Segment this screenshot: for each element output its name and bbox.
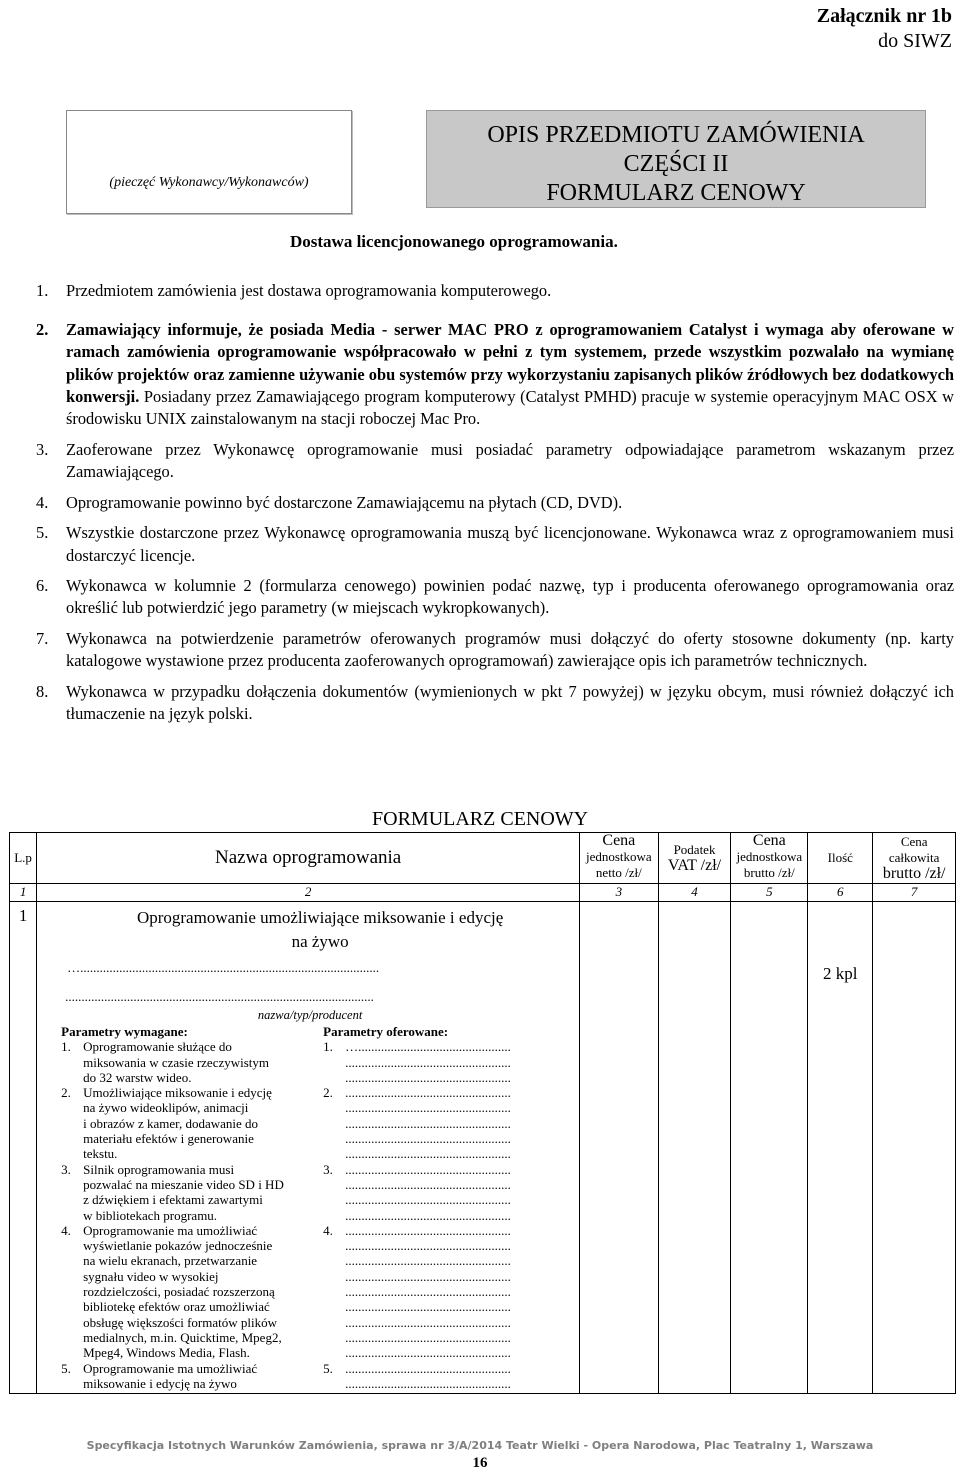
- price-form-table: [9, 832, 956, 1394]
- offered-item-line[interactable]: ...................................................: [345, 1284, 511, 1300]
- list-item: [36, 319, 954, 430]
- offered-item-line[interactable]: ...................................................: [345, 1192, 511, 1208]
- required-item-line: Mpeg4, Windows Media, Flash.: [83, 1345, 250, 1361]
- required-item-number: 4.: [61, 1222, 71, 1238]
- item-text: Wykonawca w kolumnie 2 (formularza cenowego) powinien podać nazwę, typ i producenta oferowanego oprogramowania oraz określić lub potwierdzić jego parametry (w miejscach wykropkowanych).: [66, 576, 954, 618]
- offered-item[interactable]: [323, 1085, 575, 1161]
- qty-cell: [808, 902, 873, 1394]
- header-total-b: brutto /zł/: [882, 865, 946, 882]
- offered-item-line[interactable]: ...................................................: [345, 1085, 511, 1101]
- item-title-line-1: Oprogramowanie umożliwiające miksowanie i edycję: [136, 908, 504, 927]
- offered-parameters[interactable]: [319, 1024, 575, 1391]
- list-item: [36, 628, 954, 672]
- header-total: [873, 833, 956, 884]
- offered-item[interactable]: [323, 1162, 575, 1223]
- offered-item-line[interactable]: ...................................................: [345, 1299, 511, 1315]
- item-number: 1.: [36, 281, 49, 300]
- title-line-3: FORMULARZ CENOWY: [546, 180, 806, 206]
- list-item: [36, 439, 954, 483]
- vat-cell[interactable]: [658, 902, 731, 1394]
- offered-item-line[interactable]: ...................................................: [345, 1146, 511, 1162]
- header-net-b: jednostkowa: [585, 849, 652, 864]
- required-item-line: na wielu ekranach, przetwarzanie: [83, 1253, 258, 1269]
- table-row: [10, 902, 956, 1394]
- item-text: Oprogramowanie powinno być dostarczone Zamawiającemu na płytach (CD, DVD).: [66, 492, 623, 512]
- required-title: Parametry wymagane:: [61, 1024, 188, 1039]
- offered-item-line[interactable]: ...................................................: [345, 1207, 511, 1223]
- item-title-line-2: na żywo: [291, 932, 349, 951]
- stamp-label: (pieczęć Wykonawcy/Wykonawców): [109, 175, 309, 190]
- header-net-price: [580, 833, 658, 884]
- required-item-number: 5.: [61, 1360, 71, 1376]
- name-fill-line-2[interactable]: ...............................................................................................: [65, 989, 374, 1004]
- item-qty: 2 kpl: [823, 964, 858, 983]
- required-item-number: 3.: [61, 1161, 71, 1177]
- header-net-a: Cena: [602, 832, 636, 849]
- required-item-line: materiału efektów i generowanie: [83, 1131, 254, 1147]
- offered-item[interactable]: [323, 1039, 575, 1085]
- required-parameters: [61, 1024, 319, 1391]
- item-text: Wszystkie dostarczone przez Wykonawcę oprogramowania muszą być licencjonowane. Wykonawca wraz z oprogramowaniem musi dostarczyć licencje.: [66, 523, 954, 565]
- offered-item-line[interactable]: ...................................................: [345, 1253, 511, 1269]
- offered-item-number: 5.: [323, 1360, 333, 1376]
- offered-item-line[interactable]: ...................................................: [345, 1222, 511, 1238]
- item-description-cell[interactable]: [37, 902, 580, 1394]
- item-text: Wykonawca na potwierdzenie parametrów oferowanych programów musi dołączyć do oferty stosowne dokumenty (np. karty katalogowe wystawione przez producenta zaoferowanych oprogramowań) zawierające opis ich parametrów technicznych.: [66, 629, 954, 671]
- col-number: 6: [808, 884, 873, 902]
- offered-item-line[interactable]: ...................................................: [345, 1329, 511, 1345]
- item-text: Przedmiotem zamówienia jest dostawa oprogramowania komputerowego.: [66, 281, 552, 300]
- offered-item-text: [345, 1223, 511, 1361]
- required-item-number: 1.: [61, 1039, 71, 1055]
- subject-heading: Dostawa licencjonowanego oprogramowania.: [290, 232, 618, 251]
- offered-item-line[interactable]: ...................................................: [345, 1375, 511, 1391]
- offered-item-text: [345, 1361, 511, 1392]
- offered-item-line[interactable]: ...................................................: [345, 1161, 511, 1177]
- name-type-producer-label: nazwa/typ/producent: [257, 1008, 363, 1022]
- item-text: Zamawiający informuje, że posiada Media - serwer MAC PRO z oprogramowaniem Catalyst i wymaga aby oferowane w ramach zamówienia oprogramowanie współpracowało w pełni z tym systemem, przede wszystkim pozwalało na wymianę plików projektów oraz zamienne używanie obu systemów przy wykorzystaniu zapisanych plików źródłowych bez dodatkowych konwersji.: [66, 320, 954, 406]
- required-item-text: [83, 1223, 282, 1361]
- required-item-line: miksowanie i edycję na żywo: [83, 1375, 237, 1391]
- parameters-block: [61, 1024, 575, 1391]
- required-item-line: z dźwiękiem i efektami zawartymi: [83, 1192, 263, 1208]
- item-number: 4.: [36, 492, 49, 512]
- offered-item-text: [345, 1039, 511, 1085]
- offered-item-line[interactable]: ...................................................: [345, 1268, 511, 1284]
- item-text-cont: Posiadany przez Zamawiającego program komputerowy (Catalyst PMHD) pracuje w systemie operacyjnym MAC OSX w środowisku UNIX zainstalowanym na stacji roboczej Mac Pro.: [66, 386, 954, 429]
- required-item-line: do 32 warstw wideo.: [83, 1069, 192, 1085]
- required-item-line: sygnału video w wysokiej: [83, 1268, 219, 1284]
- item-number: 7.: [36, 629, 49, 649]
- item-number: 2.: [36, 320, 49, 340]
- requirements-list: [36, 280, 954, 734]
- item-number: 6.: [36, 576, 49, 596]
- list-item: [36, 522, 954, 566]
- required-item-line: wyświetlanie pokazów jednocześnie: [83, 1238, 273, 1254]
- required-item-text: [83, 1085, 272, 1161]
- header-name: Nazwa oprogramowania: [37, 833, 580, 884]
- required-item-line: Oprogramowanie służące do: [83, 1039, 232, 1055]
- item-text: Wykonawca w przypadku dołączenia dokumentów (wymienionych w pkt 7 powyżej) w języku obcym, musi również dołączyć ich tłumaczenie na język polski.: [66, 682, 954, 724]
- header-gross-c: brutto /zł/: [743, 865, 795, 880]
- header-vat: [658, 833, 731, 884]
- required-item: [61, 1223, 319, 1361]
- item-number: 8.: [36, 682, 49, 702]
- offered-item-line[interactable]: ...................................................: [345, 1345, 511, 1361]
- offered-item-text: [345, 1085, 511, 1161]
- header-qty: Ilość: [808, 833, 873, 884]
- header-gross-price: [731, 833, 808, 884]
- offered-item-number: 4.: [323, 1222, 333, 1238]
- offered-title: Parametry oferowane:: [323, 1024, 449, 1039]
- required-item-line: Oprogramowanie ma umożliwiać: [83, 1360, 258, 1376]
- list-item: [36, 492, 954, 514]
- required-item-line: bibliotekę efektów oraz umożliwiać: [83, 1299, 270, 1315]
- title-line-1: OPIS PRZEDMIOTU ZAMÓWIENIA: [487, 122, 865, 148]
- header-lp: L.p: [10, 833, 37, 884]
- required-item-line: miksowania w czasie rzeczywistym: [83, 1054, 270, 1070]
- total-cell[interactable]: [873, 902, 956, 1394]
- attachment-header: [817, 4, 952, 54]
- offered-item-line[interactable]: ...................................................: [345, 1069, 511, 1085]
- required-item-line: tekstu.: [83, 1146, 118, 1162]
- name-fill-line-1[interactable]: …............................................................................................: [67, 960, 380, 975]
- col-number: 5: [731, 884, 808, 902]
- col-number: 1: [10, 884, 37, 902]
- list-item: [36, 280, 954, 302]
- offered-item-number: 1.: [323, 1039, 333, 1055]
- required-item-line: medialnych, m.in. Quicktime, Mpeg2,: [83, 1329, 282, 1345]
- col-number: 3: [580, 884, 658, 902]
- attachment-number: Załącznik nr 1b: [816, 5, 952, 27]
- offered-item-number: 2.: [323, 1085, 333, 1101]
- item-text: Zaoferowane przez Wykonawcę oprogramowanie musi posiadać parametry odpowiadające parametrom wskazanym przez Zamawiającego.: [66, 439, 954, 481]
- offered-item-line[interactable]: ...................................................: [345, 1360, 511, 1376]
- offered-item-number: 3.: [323, 1161, 333, 1177]
- page-number: 16: [472, 1455, 488, 1471]
- required-item-line: rozdzielczości, posiadać rozszerzoną: [83, 1284, 275, 1300]
- header-net-c: netto /zł/: [595, 865, 642, 880]
- page-footer: Specyfikacja Istotnych Warunków Zamówienia, sprawa nr 3/A/2014 Teatr Wielki - Opera Narodowa, Plac Teatralny 1, Warszawa: [86, 1439, 874, 1452]
- required-item-line: Silnik oprogramowania musi: [83, 1161, 235, 1177]
- required-item-line: Oprogramowanie ma umożliwiać: [83, 1222, 258, 1238]
- item-number: 3.: [36, 439, 49, 459]
- header-vat-a: Podatek: [673, 842, 716, 857]
- required-item-line: pozwalać na mieszanie video SD i HD: [83, 1176, 284, 1192]
- required-item: [61, 1361, 319, 1392]
- required-item-text: [83, 1162, 284, 1223]
- offered-item[interactable]: [323, 1223, 575, 1361]
- offered-item[interactable]: [323, 1361, 575, 1392]
- offered-item-line[interactable]: ...................................................: [345, 1176, 511, 1192]
- offered-item-line[interactable]: ...................................................: [345, 1238, 511, 1254]
- header-gross-b: jednostkowa: [736, 849, 803, 864]
- required-item-number: 2.: [61, 1085, 71, 1101]
- offered-item-line[interactable]: ...................................................: [345, 1100, 511, 1116]
- net-price-cell[interactable]: [580, 902, 658, 1394]
- offered-item-text: [345, 1162, 511, 1223]
- form-title: FORMULARZ CENOWY: [372, 808, 589, 830]
- required-item-text: [83, 1361, 257, 1392]
- title-line-2: CZĘŚCI II: [623, 151, 729, 177]
- required-item-line: Umożliwiające miksowanie i edycję: [83, 1085, 272, 1101]
- attachment-sub: do SIWZ: [878, 30, 952, 52]
- contractor-stamp-box: [66, 110, 352, 214]
- list-item: [36, 575, 954, 619]
- table-header-row: [10, 833, 956, 884]
- required-item-line: na żywo wideoklipów, animacji: [83, 1100, 249, 1116]
- offered-item-line[interactable]: ...................................................: [345, 1131, 511, 1147]
- header-total-a: Cena całkowita: [888, 834, 940, 865]
- col-number: 2: [37, 884, 580, 902]
- offered-item-line[interactable]: ...................................................: [345, 1115, 511, 1131]
- item-number: 5.: [36, 523, 49, 543]
- required-item-text: [83, 1039, 269, 1085]
- col-number: 7: [873, 884, 956, 902]
- item-title: [65, 906, 575, 954]
- required-item-line: i obrazów z kamer, dodawanie do: [83, 1115, 259, 1131]
- offered-item-line[interactable]: ...................................................: [345, 1054, 511, 1070]
- required-item: [61, 1039, 319, 1085]
- required-item-line: w bibliotekach programu.: [83, 1207, 218, 1223]
- offered-item-line[interactable]: ...................................................: [345, 1314, 511, 1330]
- column-number-row: [10, 884, 956, 902]
- list-item: [36, 681, 954, 725]
- header-gross-a: Cena: [752, 832, 786, 849]
- gross-price-cell[interactable]: [731, 902, 808, 1394]
- item-lp: 1: [10, 902, 37, 1394]
- required-item: [61, 1162, 319, 1223]
- offered-item-line[interactable]: …...............................................: [345, 1039, 511, 1055]
- required-item: [61, 1085, 319, 1161]
- col-number: 4: [658, 884, 731, 902]
- document-title-box: [426, 110, 926, 208]
- required-item-line: obsługę większości formatów plików: [83, 1314, 278, 1330]
- header-vat-b: VAT /zł/: [667, 857, 722, 874]
